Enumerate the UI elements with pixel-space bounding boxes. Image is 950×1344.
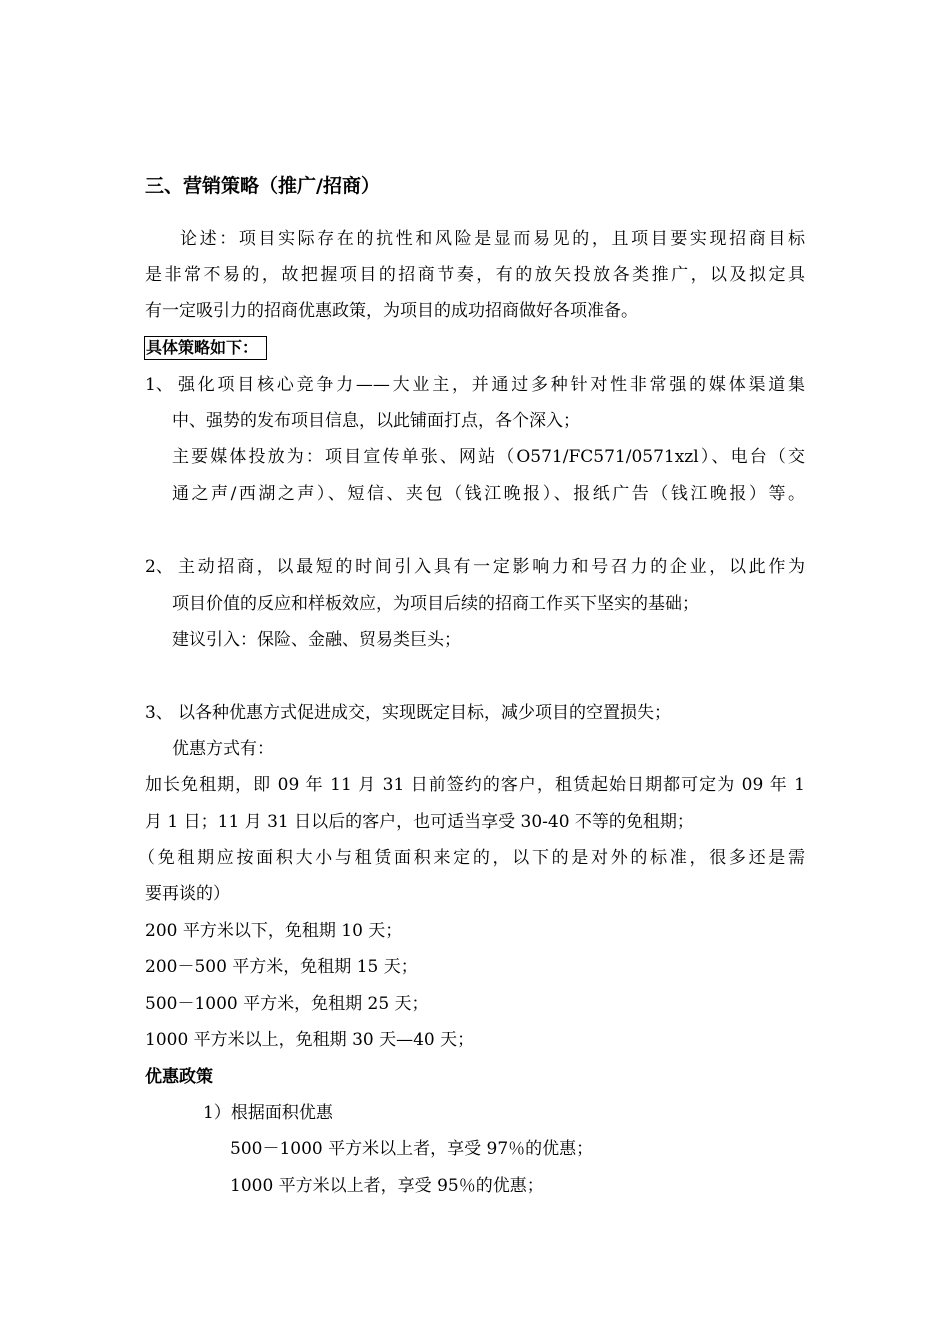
item3-number: 3、 (145, 703, 173, 723)
intro-line-1: 论述：项目实际存在的抗性和风险是显而易见的，且项目要实现招商目标 (180, 229, 805, 249)
section-heading: 三、营销策略（推广/招商） (145, 175, 380, 197)
tier-1: 200 平方米以下，免租期 10 天； (145, 921, 403, 941)
item2-line-3: 建议引入：保险、金融、贸易类巨头； (172, 630, 461, 650)
rent-free-line-2: 月 1 日；11 月 31 日以后的客户，也可适当享受 30-40 不等的免租期； (145, 812, 694, 832)
strategy-label: 具体策略如下： (144, 336, 267, 360)
discount-1: 500－1000 平方米以上者，享受 97％的优惠； (230, 1139, 594, 1159)
policy-sub1: 1）根据面积优惠 (203, 1103, 333, 1123)
item1-line-1: 强化项目核心竞争力——大业主，并通过多种针对性非常强的媒体渠道集 (178, 375, 805, 395)
tier-3: 500－1000 平方米，免租期 25 天； (145, 994, 429, 1014)
item1-number: 1、 (145, 375, 173, 395)
item1-line-4: 通之声/西湖之声）、短信、夹包（钱江晚报）、报纸广告（钱江晚报）等。 (172, 484, 805, 504)
discount-2: 1000 平方米以上者，享受 95％的优惠； (230, 1176, 544, 1196)
item2-number: 2、 (145, 557, 173, 577)
item3-line: 以各种优惠方式促进成交，实现既定目标，减少项目的空置损失； (178, 703, 671, 723)
tier-4: 1000 平方米以上，免租期 30 天—40 天； (145, 1030, 475, 1050)
item1-line-3: 主要媒体投放为：项目宣传单张、网站（O571/FC571/0571xzl）、电台（交 (172, 447, 805, 467)
item1-line-2: 中、强势的发布项目信息，以此铺面打点，各个深入； (172, 411, 580, 431)
intro-line-3: 有一定吸引力的招商优惠政策，为项目的成功招商做好各项准备。 (145, 301, 638, 321)
tier-2: 200－500 平方米，免租期 15 天； (145, 957, 418, 977)
intro-line-2: 是非常不易的，故把握项目的招商节奏，有的放矢投放各类推广，以及拟定具 (145, 265, 805, 285)
policy-title: 优惠政策 (145, 1067, 213, 1087)
rent-free-line-1: 加长免租期，即 09 年 11 月 31 日前签约的客户，租赁起始日期都可定为 09 年 1 (145, 775, 805, 795)
item2-line-1: 主动招商，以最短的时间引入具有一定影响力和号召力的企业，以此作为 (178, 557, 805, 577)
note-line-1: （免租期应按面积大小与租赁面积来定的，以下的是对外的标准，很多还是需 (138, 848, 805, 868)
item2-line-2: 项目价值的反应和样板效应，为项目后续的招商工作买下坚实的基础； (172, 594, 699, 614)
note-line-2: 要再谈的） (145, 884, 230, 904)
methods-label: 优惠方式有： (172, 739, 274, 759)
